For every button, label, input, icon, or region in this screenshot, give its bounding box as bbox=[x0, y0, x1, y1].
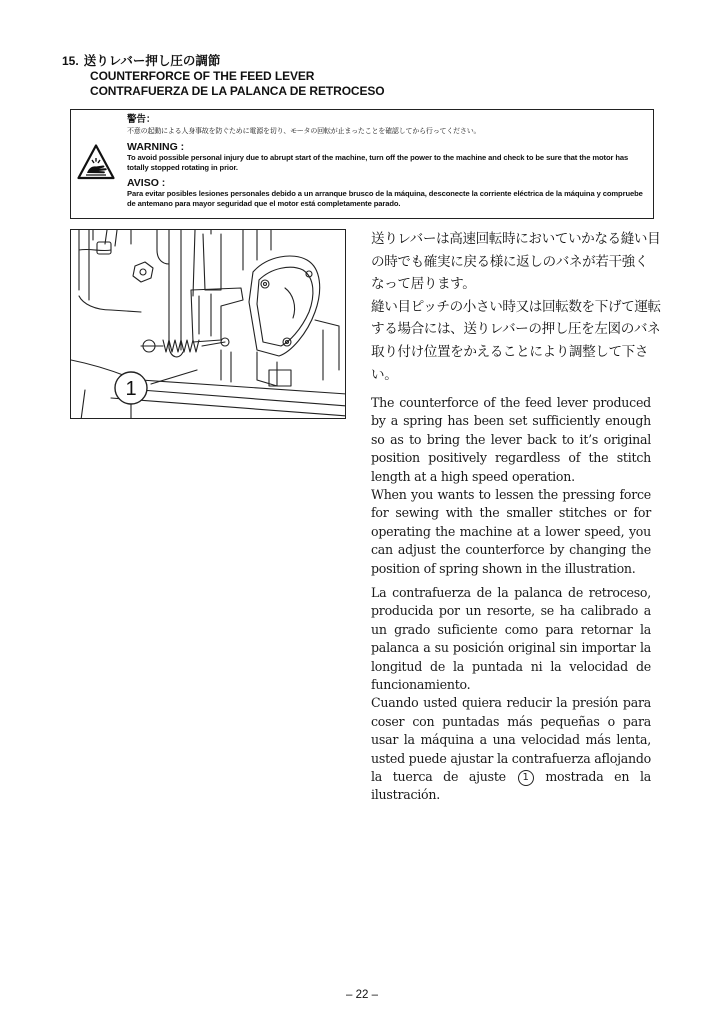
warning-es-body: Para evitar posibles lesiones personales debido a un arranque brusco de la máquina, desconecte la corriente eléctrica de la máquina y compruebe de antemano para mayor seguridad que el motor está completamente parado. bbox=[127, 189, 643, 208]
section-title-en: COUNTERFORCE OF THE FEED LEVER bbox=[90, 69, 315, 83]
section-title-jp: 送りレバー押し圧の調節 bbox=[83, 53, 221, 68]
warning-en-title: WARNING : bbox=[127, 141, 185, 153]
section-title-es: CONTRAFUERZA DE LA PALANCA DE RETROCESO bbox=[90, 84, 385, 98]
callout-marker: 1 bbox=[518, 770, 534, 786]
hand-caution-warning-icon bbox=[77, 144, 115, 180]
instructions-es bbox=[371, 584, 651, 805]
warning-jp-body: 不意の起動による人身事故を防ぐために電源を切り、モータの回転が止まったことを確認してから行ってください。 bbox=[127, 127, 481, 135]
heading-jp-line bbox=[62, 52, 662, 69]
warning-es-title: AVISO : bbox=[127, 177, 166, 189]
instructions-en bbox=[371, 394, 651, 578]
machine-drawing bbox=[71, 230, 346, 419]
feed-lever-illustration bbox=[70, 229, 346, 419]
warning-en-body: To avoid possible personal injury due to abrupt start of the machine, turn off the power to the machine and check to be sure that the motor has totally stopped rotating in prior. bbox=[127, 153, 629, 172]
jp-paragraph-1: 送りレバーは高速回転時においていかなる縫い目の時でも確実に戻る様に返しのバネが若干強くなって居ります。 bbox=[371, 231, 661, 293]
page-number: – 22 – bbox=[346, 989, 378, 1001]
es-paragraph-2-text: Cuando usted quiera reducir la presión para coser con puntadas más pequeñas o para usar la máquina a una velocidad más lenta, usted puede ajustar la contrafuerza aflojando la tuerca de ajuste bbox=[371, 695, 651, 785]
instructions-jp bbox=[371, 228, 661, 386]
callout-number: 1 bbox=[125, 378, 137, 400]
en-paragraph-2: When you wants to lessen the pressing force for sewing with the smaller stitches or for operating the machine at a lower speed, you can adjust the counterforce by changing the position of spring shown in the illustration. bbox=[371, 487, 651, 576]
es-paragraph-2-end: mostrada en la ilustración. bbox=[371, 769, 651, 803]
section-heading bbox=[62, 52, 662, 99]
section-number: 15. bbox=[62, 54, 79, 68]
warning-box bbox=[70, 109, 654, 219]
es-paragraph-1: La contrafuerza de la palanca de retroceso, producida por un resorte, se ha calibrado a un grado suficiente como para retornar la palanca a su posición original sin importar la longitud de la puntada ni la velocidad de funcionamiento. bbox=[371, 585, 651, 693]
jp-paragraph-2: 縫い目ピッチの小さい時又は回転数を下げて運転する場合には、送りレバーの押し圧を左図のバネ取り付け位置をかえることにより調整して下さい。 bbox=[371, 298, 661, 383]
en-paragraph-1: The counterforce of the feed lever produced by a spring has been set sufficiently enough so as to bring the lever back to it’s original position positively regardless of the stitch length at a high speed operation. bbox=[371, 395, 651, 484]
warning-text bbox=[127, 114, 649, 209]
es-paragraph-2 bbox=[371, 694, 651, 804]
warning-jp-title: 警告： bbox=[127, 114, 156, 125]
